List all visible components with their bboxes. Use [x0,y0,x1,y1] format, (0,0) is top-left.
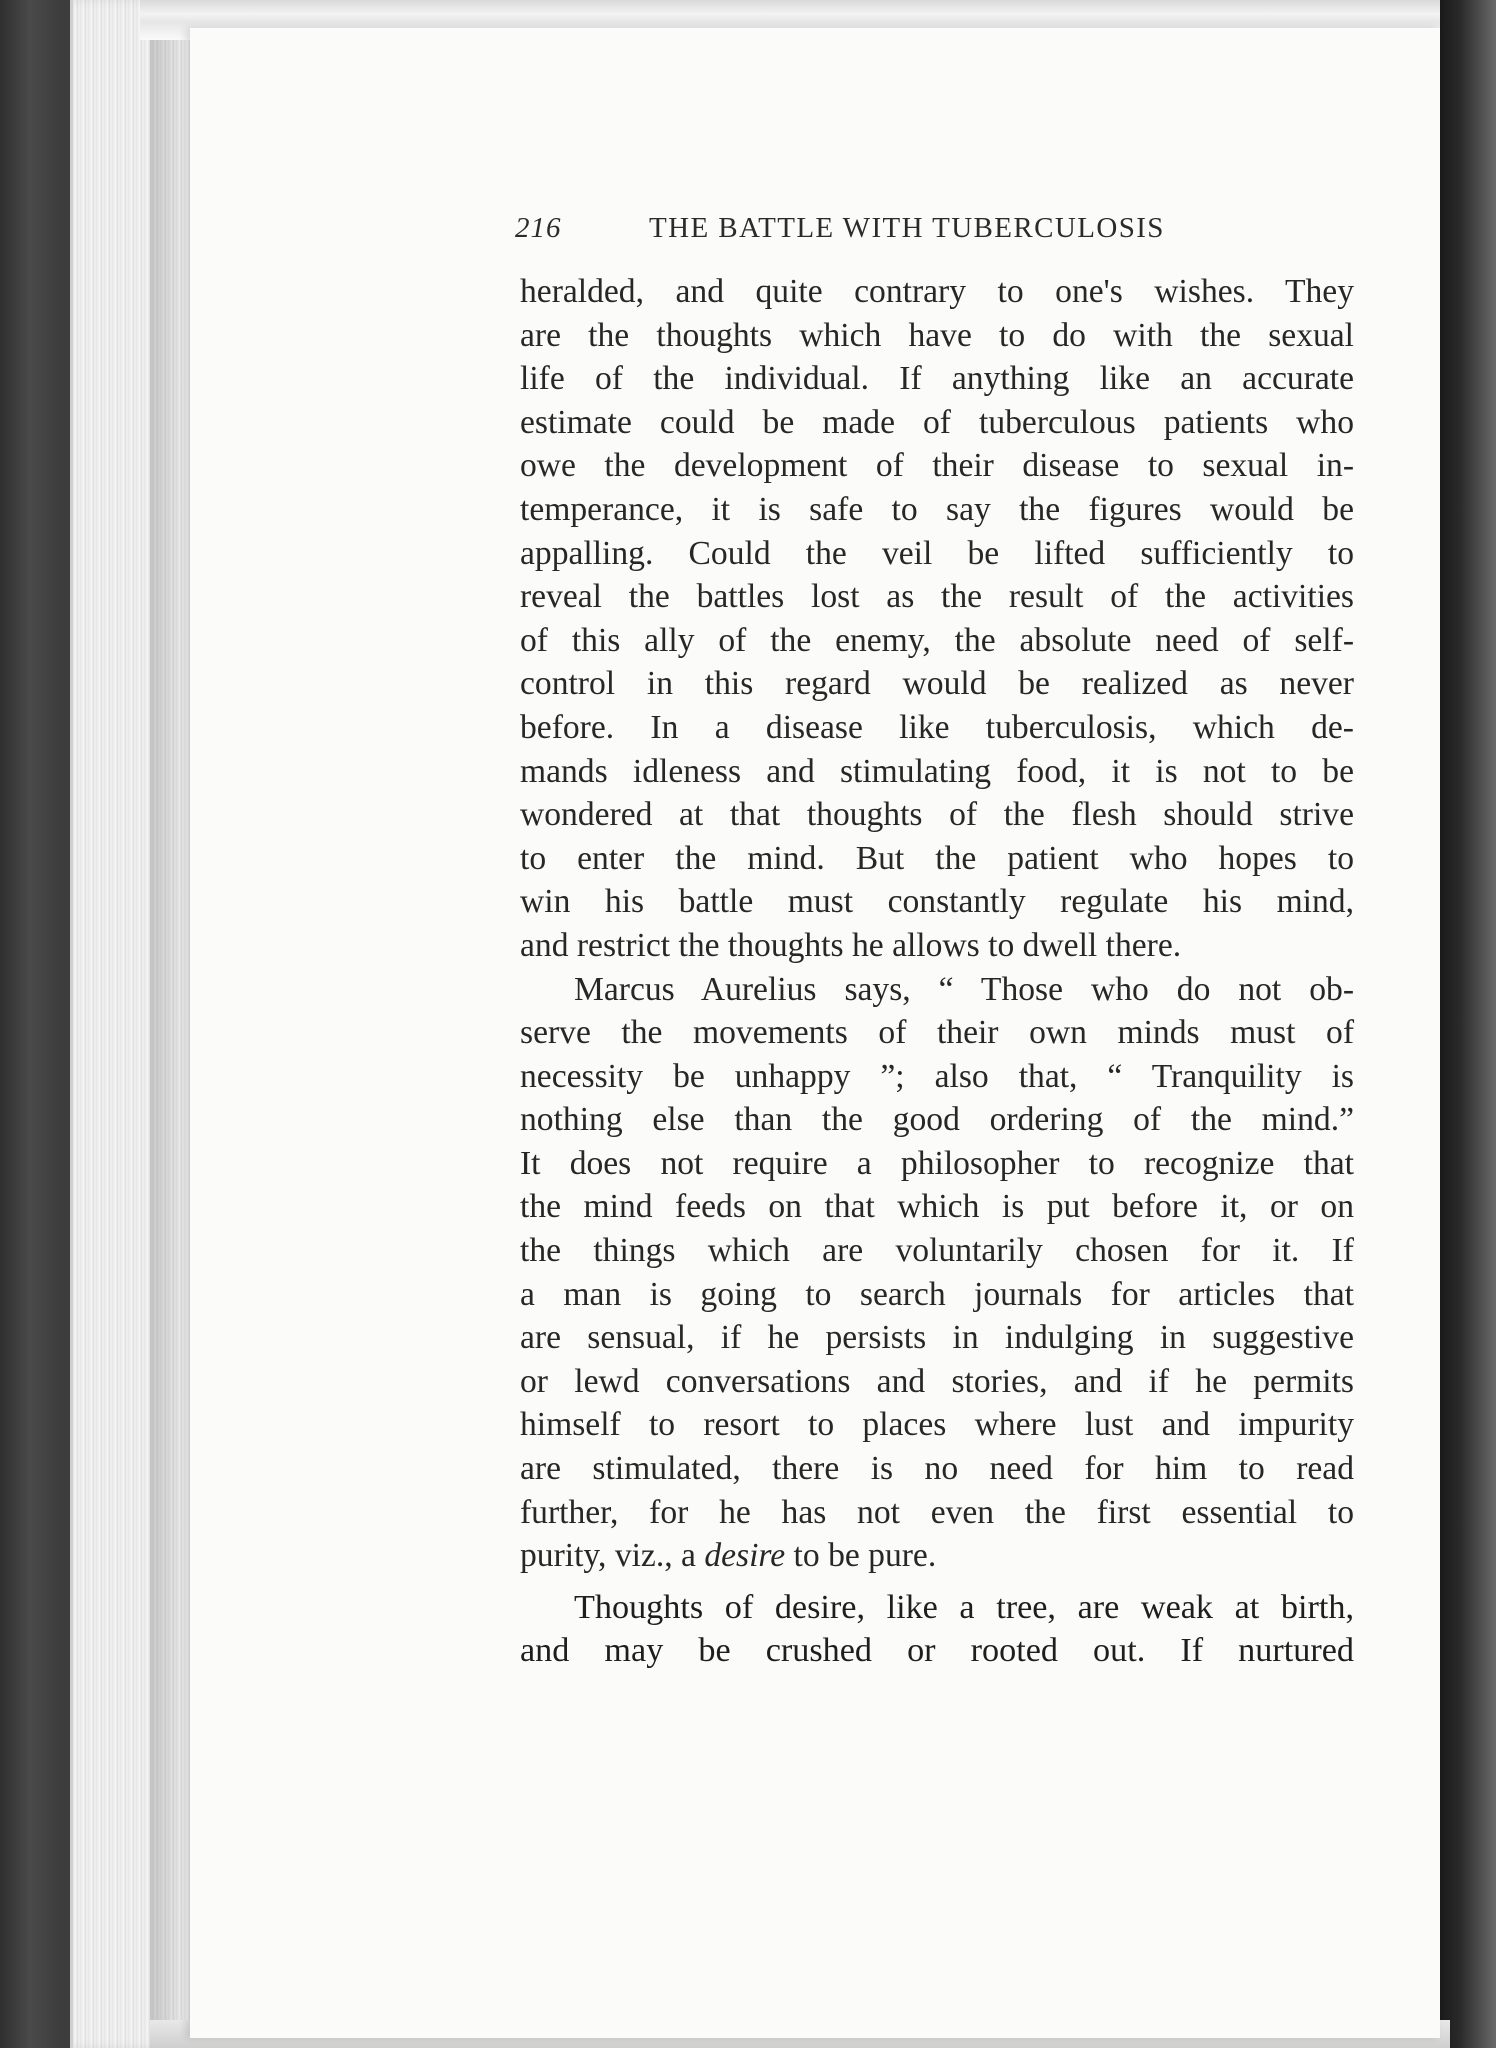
page-stack-shadow [150,0,190,2048]
paragraph [520,1586,1354,1673]
text-line: nothing else than the good ordering of the mind.” [520,1101,1354,1139]
running-head-title: THE BATTLE WITH TUBERCULOSIS [649,212,1165,244]
text-line: wondered at that thoughts of the flesh should strive [520,796,1354,834]
text-line: appalling. Could the veil be lifted sufficiently to [520,534,1354,572]
right-scan-border [1440,0,1496,2048]
text-line: are sensual, if he persists in indulging in suggestive [520,1319,1354,1357]
text-line: to enter the mind. But the patient who hopes to [520,839,1354,877]
text-line: and restrict the thoughts he allows to dwell there. [520,926,1182,964]
text-line: mands idleness and stimulating food, it is not to be [520,752,1354,790]
text-line: necessity be unhappy ”; also that, “ Tranquility is [520,1057,1354,1095]
body-text [520,270,1354,1673]
text-line: temperance, it is safe to say the figures would be [520,490,1354,528]
text-line: are stimulated, there is no need for him to read [520,1450,1354,1488]
text-line: reveal the battles lost as the result of the activities [520,578,1354,616]
text-line: Marcus Aurelius says, “ Those who do not ob- [574,970,1354,1008]
text-line: heralded, and quite contrary to one's wishes. They [520,273,1354,310]
running-head [515,208,1225,252]
text-line: Thoughts of desire, like a tree, are weak at birth, [574,1588,1354,1626]
paragraph [520,270,1354,968]
text-line [520,1534,1354,1578]
text-line: the mind feeds on that which is put before it, or on [520,1188,1354,1226]
text-line: and may be crushed or rooted out. If nurtured [520,1632,1354,1670]
text-line: or lewd conversations and stories, and if he permits [520,1362,1354,1400]
text-line: estimate could be made of tuberculous patients who [520,403,1354,441]
text-line: serve the movements of their own minds must of [520,1014,1354,1052]
text-line: the things which are voluntarily chosen for it. If [520,1232,1354,1270]
paragraph [520,968,1354,1578]
text-line: control in this regard would be realized as never [520,665,1354,703]
text-line: owe the development of their disease to sexual in- [520,447,1354,485]
text-run: to be pure. [785,1537,937,1575]
emphasized-word: desire [704,1537,786,1575]
text-line: further, for he has not even the first essential to [520,1493,1354,1531]
text-line: of this ally of the enemy, the absolute need of self- [520,621,1354,659]
text-line: before. In a disease like tuberculosis, which de- [520,708,1354,746]
text-line: life of the individual. If anything like an accurate [520,360,1354,398]
page-number: 216 [515,212,562,244]
text-run: purity, viz., a [520,1537,705,1575]
text-line: It does not require a philosopher to recognize that [520,1144,1354,1182]
text-line: are the thoughts which have to do with the sexual [520,316,1354,354]
text-line: win his battle must constantly regulate his mind, [520,883,1354,921]
text-line: a man is going to search journals for articles that [520,1275,1354,1313]
text-line: himself to resort to places where lust and impurity [520,1406,1354,1444]
